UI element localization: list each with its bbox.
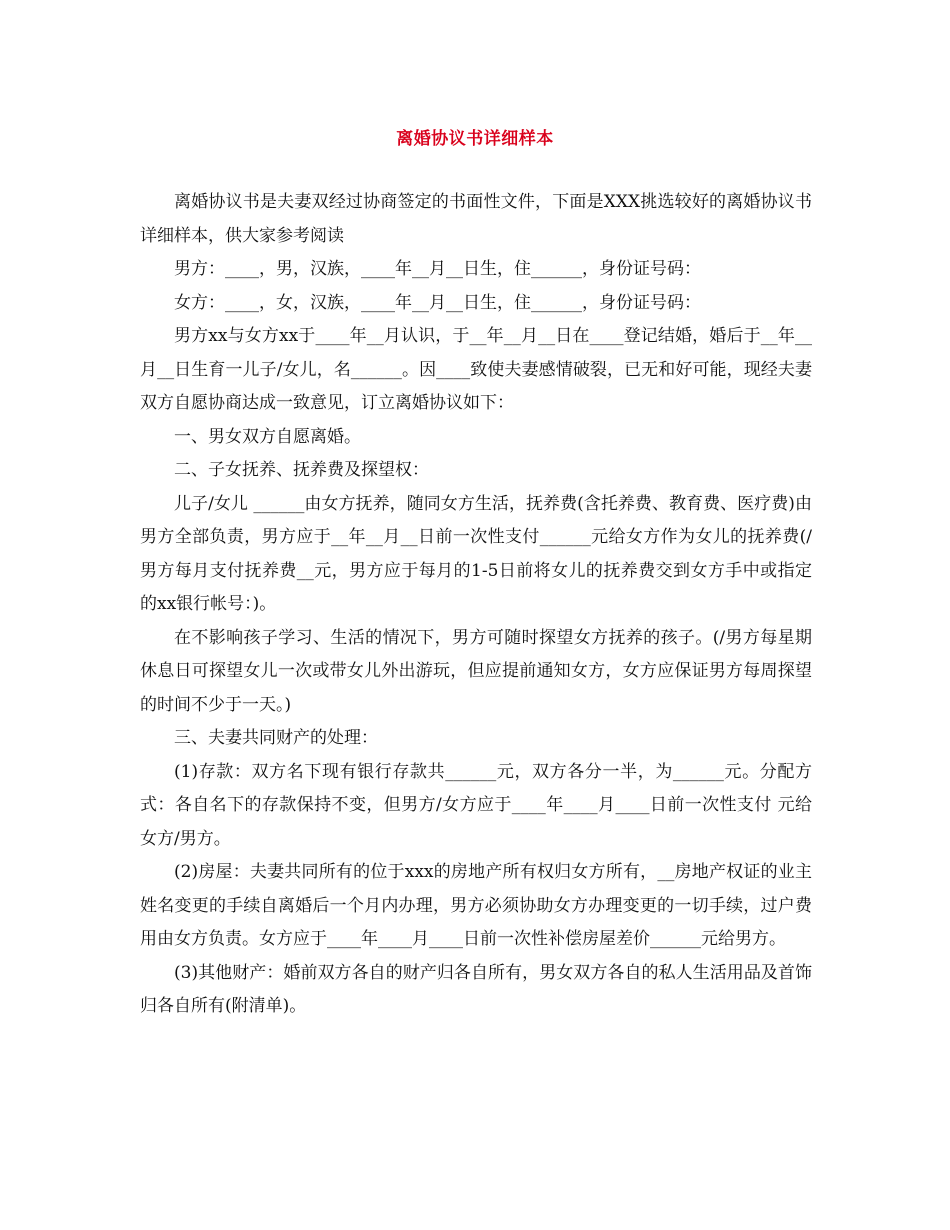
document-title: 离婚协议书详细样本 xyxy=(396,129,554,149)
paragraph-other-property: (3)其他财产：婚前双方各自的财产归各自所有，男女双方各自的私人生活用品及首饰归各自所有(附清单)。 xyxy=(140,962,812,1016)
paragraph-wife-info: 女方：____，女，汉族，____年__月__日生，住______，身份证号码： xyxy=(174,292,701,313)
paragraph-child-support: 儿子/女儿 ______由女方抚养，随同女方生活，抚养费(含托养费、教育费、医疗费)由男方全部负责，男方应于__年__月__日前一次性支付______元给女方作为女儿的抚养费(/男方每月支付抚养费__元，男方应于每月的1-5日前将女儿的抚养费交到女方手中或指定的xx银行帐号：)。 xyxy=(140,493,812,614)
paragraph-clause-2-heading: 二、子女抚养、抚养费及探望权： xyxy=(174,460,429,480)
paragraph-deposits: (1)存款：双方名下现有银行存款共______元，双方各分一半，为______元。分配方式：各自名下的存款保持不变，但男方/女方应于____年____月____日前一次性支付 元给女方/男方。 xyxy=(140,761,812,849)
paragraph-marriage-background: 男方xx与女方xx于____年__月认识，于__年__月__日在____登记结婚，婚后于__年__月__日生育一儿子/女儿，名______。因____致使夫妻感情破裂，已无和好可能，现经夫妻双方自愿协商达成一致意见，订立离婚协议如下： xyxy=(140,326,812,413)
paragraph-clause-3-heading: 三、夫妻共同财产的处理： xyxy=(174,728,378,748)
paragraph-intro: 离婚协议书是夫妻双经过协商签定的书面性文件，下面是XXX挑选较好的离婚协议书详细样本，供大家参考阅读 xyxy=(140,192,812,246)
paragraph-house: (2)房屋：夫妻共同所有的位于xxx的房地产所有权归女方所有，__房地产权证的业主姓名变更的手续自离婚后一个月内办理，男方必须协助女方办理变更的一切手续，过户费用由女方负责。女方应于____年____月____日前一次性补偿房屋差价______元给男方。 xyxy=(140,862,812,949)
paragraph-clause-1: 一、男女双方自愿离婚。 xyxy=(174,426,361,447)
paragraph-visitation: 在不影响孩子学习、生活的情况下，男方可随时探望女方抚养的孩子。(/男方每星期休息日可探望女儿一次或带女儿外出游玩，但应提前通知女方，女方应保证男方每周探望的时间不少于一天。) xyxy=(140,627,812,715)
document-body xyxy=(140,186,812,1024)
paragraph-husband-info: 男方：____，男，汉族，____年__月__日生，住______，身份证号码： xyxy=(174,259,701,279)
